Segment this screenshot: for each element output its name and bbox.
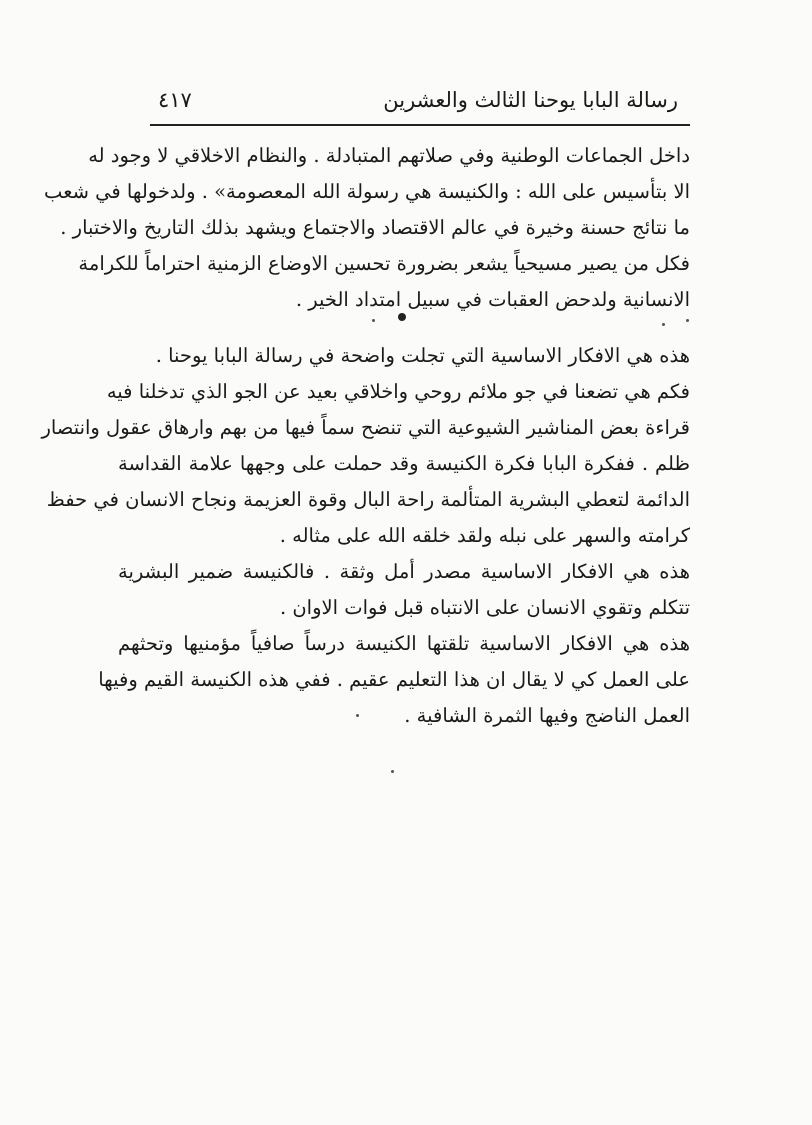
text-line: فكم هي تضعنا في جو ملائم روحي واخلاقي بعيد عن الجو الذي تدخلنا فيه — [106, 380, 690, 403]
text-block-top — [44, 138, 690, 318]
running-title: رسالة البابا يوحنا الثالث والعشرين — [383, 88, 678, 112]
text-block-main — [41, 338, 690, 734]
text-line: العمل الناضج وفيها الثمرة الشافية . — [404, 704, 690, 727]
scan-speck — [391, 770, 394, 773]
text-line: فكل من يصير مسيحياً يشعر بضرورة تحسين الاوضاع الزمنية احتراماً للكرامة — [78, 252, 690, 275]
text-line: تتكلم وتقوي الانسان على الانتباه قبل فوات الاوان . — [279, 596, 690, 619]
header-rule — [150, 124, 690, 126]
text-line: على العمل كي لا يقال ان هذا التعليم عقيم . ففي هذه الكنيسة القيم وفيها — [98, 668, 690, 691]
text-line: ظلم . ففكرة البابا فكرة الكنيسة وقد حملت على وجهها علامة القداسة — [118, 452, 690, 475]
scan-speck — [662, 323, 665, 326]
text-line: كرامته والسهر على نبله ولقد خلقه الله على مثاله . — [279, 524, 690, 547]
text-line: هذه هي الافكار الاساسية تلقتها الكنيسة درساً صافياً مؤمنيها وتحثهم — [118, 632, 690, 655]
text-line: الدائمة لتعطي البشرية المتألمة راحة البال وقوة العزيمة ونجاح الانسان في حفظ — [46, 488, 690, 511]
paragraph — [41, 338, 690, 554]
text-line: الانسانية ولدحض العقبات في سبيل امتداد الخير . — [295, 288, 690, 311]
paragraph — [98, 626, 690, 734]
page-header — [150, 86, 690, 126]
text-line: هذه هي الافكار الاساسية التي تجلت واضحة في رسالة البابا يوحنا . — [155, 344, 690, 367]
text-line: داخل الجماعات الوطنية وفي صلاتهم المتبادلة . والنظام الاخلاقي لا وجود له — [88, 144, 690, 167]
text-line: هذه هي الافكار الاساسية مصدر أمل وثقة . فالكنيسة ضمير البشرية — [118, 560, 690, 583]
scan-speck — [686, 319, 689, 322]
text-line: ما نتائج حسنة وخيرة في عالم الاقتصاد والاجتماع ويشهد بذلك التاريخ والاختبار . — [60, 216, 690, 239]
paragraph — [118, 554, 690, 626]
text-line: الا بتأسيس على الله : والكنيسة هي رسولة الله المعصومة» . ولدخولها في شعب — [44, 180, 690, 203]
page-number: ٤١٧ — [158, 88, 192, 112]
section-divider-dot — [398, 313, 406, 321]
scan-speck — [372, 319, 375, 322]
scan-speck — [356, 714, 359, 717]
text-line: قراءة بعض المناشير الشيوعية التي تنضح سماً فيها من بهم وارهاق عقول وانتصار — [41, 416, 690, 439]
